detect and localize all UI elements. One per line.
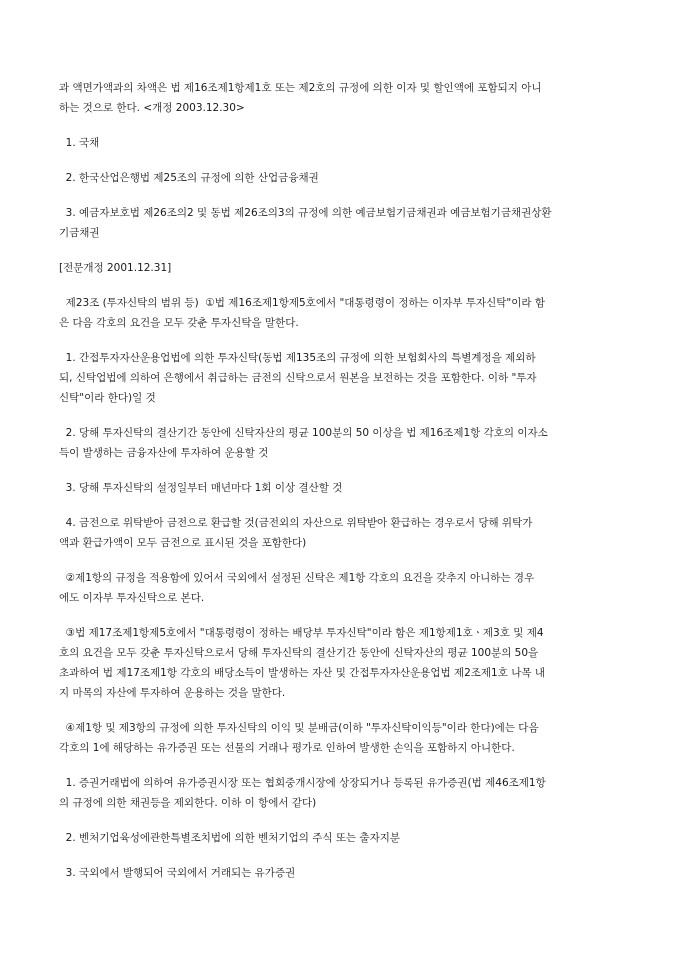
text-line: 4. 금전으로 위탁받아 금전으로 환급할 것(금전외의 자산으로 위탁받아 환급하는 경우로서 당해 위탁가 bbox=[59, 517, 533, 529]
paragraph bbox=[59, 133, 623, 153]
paragraph bbox=[59, 478, 623, 498]
paragraph bbox=[59, 568, 623, 608]
text-line: [전문개정 2001.12.31] bbox=[59, 262, 172, 274]
text-line: 2. 한국산업은행법 제25조의 규정에 의한 산업금융채권 bbox=[59, 172, 319, 184]
paragraph bbox=[59, 168, 623, 188]
text-line: ②제1항의 규정을 적용함에 있어서 국외에서 설정된 신탁은 제1항 각호의 요건을 갖추지 아니하는 경우 bbox=[59, 572, 535, 584]
text-line: 기금채권 bbox=[59, 227, 100, 239]
document-body bbox=[59, 78, 623, 898]
text-line: 액과 환급가액이 모두 금전으로 표시된 것을 포함한다) bbox=[59, 537, 307, 549]
text-line: 3. 당해 투자신탁의 설정일부터 매년마다 1회 이상 결산할 것 bbox=[59, 482, 343, 494]
paragraph bbox=[59, 258, 623, 278]
text-line: 3. 국외에서 발행되어 국외에서 거래되는 유가증권 bbox=[59, 867, 296, 879]
text-line: 의 규정에 의한 채권등을 제외한다. 이하 이 항에서 같다) bbox=[59, 797, 317, 809]
paragraph bbox=[59, 423, 623, 463]
text-line: 1. 증권거래법에 의하여 유가증권시장 또는 협회중개시장에 상장되거나 등록된 유가증권(법 제46조제1항 bbox=[59, 777, 546, 789]
paragraph bbox=[59, 293, 623, 333]
text-line: 신탁"이라 한다)일 것 bbox=[59, 392, 156, 404]
paragraph bbox=[59, 718, 623, 758]
text-line: 지 마목의 자산에 투자하여 운용하는 것을 말한다. bbox=[59, 687, 286, 699]
paragraph bbox=[59, 513, 623, 553]
text-line: ③법 제17조제1항제5호에서 "대통령령이 정하는 배당부 투자신탁"이라 함은 제1항제1호ㆍ제3호 및 제4 bbox=[59, 627, 544, 639]
text-line: 에도 이자부 투자신탁으로 본다. bbox=[59, 592, 205, 604]
text-line: 3. 예금자보호법 제26조의2 및 동법 제26조의3의 규정에 의한 예금보험기금채권과 예금보험기금채권상환 bbox=[59, 207, 552, 219]
paragraph bbox=[59, 773, 623, 813]
text-line: 1. 간접투자자산운용업법에 의한 투자신탁(동법 제135조의 규정에 의한 보험회사의 특별계정을 제외하 bbox=[59, 352, 536, 364]
text-line: ④제1항 및 제3항의 규정에 의한 투자신탁의 이익 및 분배금(이하 "투자신탁이익등"이라 한다)에는 다음 bbox=[59, 722, 539, 734]
text-line: 2. 당해 투자신탁의 결산기간 동안에 신탁자산의 평균 100분의 50 이상을 법 제16조제1항 각호의 이자소 bbox=[59, 427, 548, 439]
text-line: 은 다음 각호의 요건을 모두 갖춘 투자신탁을 말한다. bbox=[59, 317, 299, 329]
text-line: 되, 신탁업법에 의하여 은행에서 취급하는 금전의 신탁으로서 원본을 보전하는 것을 포함한다. 이하 "투자 bbox=[59, 372, 537, 384]
paragraph bbox=[59, 348, 623, 408]
text-line: 과 액면가액과의 차액은 법 제16조제1항제1호 또는 제2호의 규정에 의한 이자 및 할인액에 포함되지 아니 bbox=[59, 82, 542, 94]
paragraph bbox=[59, 623, 623, 703]
text-line: 초과하여 법 제17조제1항 각호의 배당소득이 발생하는 자산 및 간접투자자산운용업법 제2조제1호 나목 내 bbox=[59, 667, 545, 679]
text-line: 득이 발생하는 금융자산에 투자하여 운용할 것 bbox=[59, 447, 269, 459]
paragraph bbox=[59, 203, 623, 243]
text-line: 호의 요건을 모두 갖춘 투자신탁으로서 당해 투자신탁의 결산기간 동안에 신탁자산의 평균 100분의 50을 bbox=[59, 647, 539, 659]
paragraph bbox=[59, 78, 623, 118]
text-line: 1. 국채 bbox=[59, 137, 100, 149]
text-line: 하는 것으로 한다. <개정 2003.12.30> bbox=[59, 102, 245, 114]
text-line: 제23조 (투자신탁의 범위 등) ①법 제16조제1항제5호에서 "대통령령이 정하는 이자부 투자신탁"이라 함 bbox=[59, 297, 546, 309]
text-line: 2. 벤처기업육성에관한특별조치법에 의한 벤처기업의 주식 또는 출자지분 bbox=[59, 832, 401, 844]
paragraph bbox=[59, 828, 623, 848]
text-line: 각호의 1에 해당하는 유가증권 또는 선물의 거래나 평가로 인하여 발생한 손익을 포함하지 아니한다. bbox=[59, 742, 515, 754]
paragraph bbox=[59, 863, 623, 883]
